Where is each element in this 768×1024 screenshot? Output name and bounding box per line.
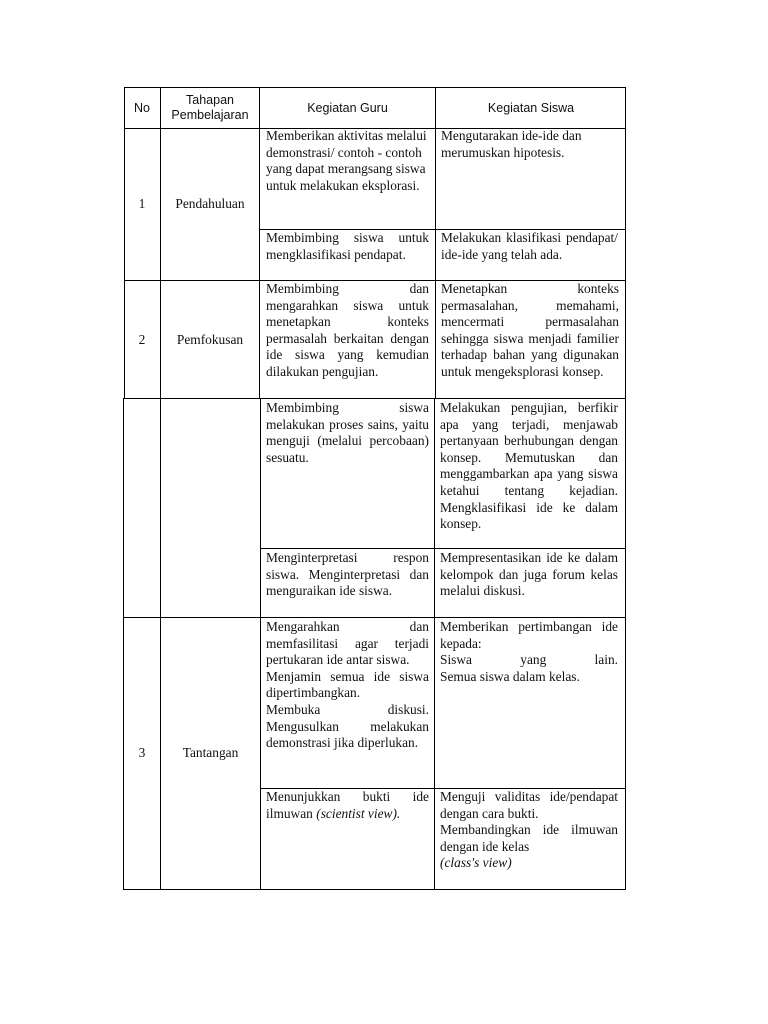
row3a-siswa-activity: Melakukan pengujian, berfikir apa yang terjadi, menjawab pertanyaan berhubungan dengan konsep. Memutuskan dan menggambarkan apa yang siswa ketahui tentang kejadian. Mengklasifikasi ide ke dalam konsep.: [440, 400, 618, 532]
header-tahapan: Tahapan Pembelajaran: [171, 93, 249, 122]
row3a-guru-activity: Membimbing siswa melakukan proses sains, yaitu menguji (melalui percobaan) sesuatu.: [266, 400, 429, 465]
siswa-3d-italic: (class's view): [440, 855, 512, 871]
row3d-siswa-activity: [440, 789, 618, 872]
guru-3c-paragraph-2: Menjamin semua ide siswa dipertimbangkan.: [266, 668, 429, 701]
row3-stage: Tantangan: [182, 745, 239, 761]
guru-3d-text: Menunjukkan bukti ide ilmuwan: [266, 789, 429, 821]
siswa-3c-paragraph-2: Siswa yang lain.: [440, 652, 618, 668]
siswa-3d-paragraph-1: Menguji validitas ide/pendapat dengan cara bukti.: [440, 789, 618, 821]
guru-3c-paragraph-1: Mengarahkan dan memfasilitasi agar terjadi pertukaran ide antar siswa.: [266, 619, 429, 668]
row1a-guru-activity: Memberikan aktivitas melalui demonstrasi/ contoh - contoh yang dapat merangsang siswa untuk melakukan eksplorasi.: [266, 128, 427, 193]
row3-no: 3: [138, 745, 146, 761]
header-kegiatan-guru: Kegiatan Guru: [307, 100, 388, 115]
siswa-3c-paragraph-1: Memberikan pertimbangan ide kepada:: [440, 619, 618, 651]
siswa-3d-paragraph-2: Membandingkan ide ilmuwan dengan ide kelas: [440, 822, 618, 854]
row2-siswa-activity: Menetapkan konteks permasalahan, memahami, mencermati permasalahan sehingga siswa menjadi familier terhadap bahan yang digunakan untuk mengeksplorasi konsep.: [441, 281, 619, 379]
siswa-3c-paragraph-3: Semua siswa dalam kelas.: [440, 668, 580, 684]
row2-no: 2: [138, 331, 146, 347]
row3b-guru-activity: Menginterpretasi respon siswa. Menginterpretasi dan menguraikan ide siswa.: [266, 550, 429, 599]
row1a-siswa-activity: Mengutarakan ide-ide dan merumuskan hipotesis.: [441, 128, 582, 160]
row1b-siswa-activity: Melakukan klasifikasi pendapat/ ide-ide yang telah ada.: [441, 230, 618, 262]
row2-stage: Pemfokusan: [176, 331, 244, 347]
guru-3d-italic: (scientist view).: [316, 805, 401, 821]
row1b-guru-activity: Membimbing siswa untuk mengklasifikasi pendapat.: [266, 230, 429, 262]
guru-3c-paragraph-4: Mengusulkan melakukan demonstrasi jika diperlukan.: [266, 718, 429, 751]
row1-stage: Pendahuluan: [175, 196, 245, 212]
row3b-siswa-activity: Mempresentasikan ide ke dalam kelompok dan juga forum kelas melalui diskusi.: [440, 550, 618, 599]
guru-3c-paragraph-3: Membuka diskusi.: [266, 701, 429, 717]
row3c-siswa-activity: [440, 619, 618, 685]
header-kegiatan-siswa: Kegiatan Siswa: [487, 100, 575, 115]
row1-no: 1: [138, 196, 146, 212]
row3c-guru-activity: [266, 619, 429, 752]
row3d-guru-activity: [266, 789, 429, 822]
row2-guru-activity: Membimbing dan mengarahkan siswa untuk menetapkan konteks permasalah berkaitan dengan ide siswa yang kemudian dilakukan pengujian.: [266, 281, 429, 379]
header-no: No: [134, 100, 150, 115]
